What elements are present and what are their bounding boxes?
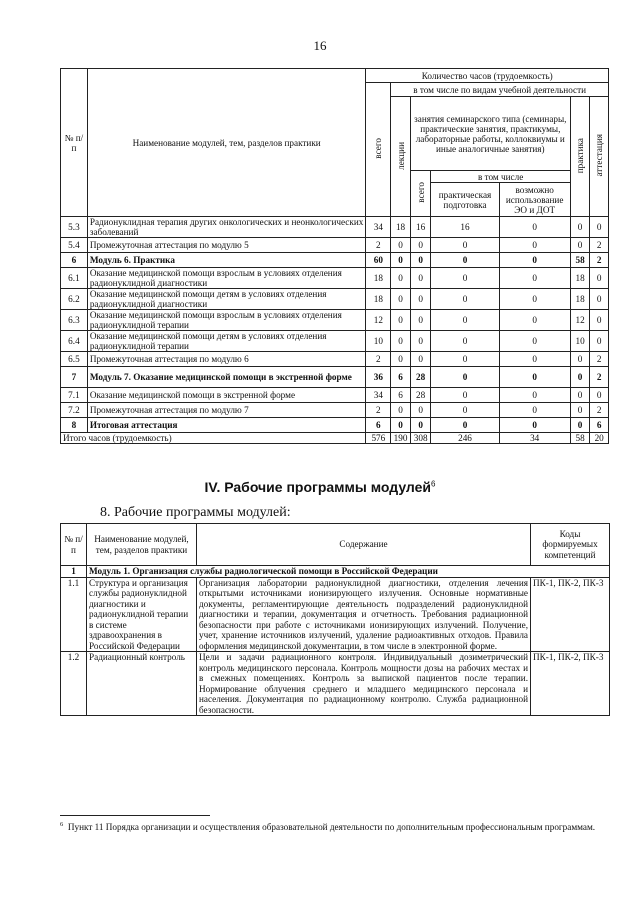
cell-content: Организация лаборатории радионуклидной диагностики, отделения лечения открытыми источниками ионизирующего излучения. Основные нормативные документы, регламентирующие деятельность подразделений радионуклидной диагностики и терапии, документация и отчетность. Требования радиационной безопасности при работе с источниками ионизирующих излучений. Получение, учет, хранение источников излучений, удаление радиоактивных отходов. Правила оформления медицинской документации, в том числе в электронной форме. — [197, 577, 531, 652]
header-lectures: лекции — [391, 97, 411, 217]
cell-name: Промежуточная аттестация по модулю 6 — [87, 352, 366, 367]
cell-practice: 0 — [570, 418, 590, 433]
cell-practical: 0 — [431, 331, 499, 352]
cell-name: Оказание медицинской помощи детям в условиях отделения радионуклидной диагностики — [87, 289, 366, 310]
cell-attestation: 0 — [590, 289, 609, 310]
cell-lectures: 6 — [391, 367, 411, 388]
cell-lectures: 0 — [391, 268, 411, 289]
cell-lectures: 0 — [391, 289, 411, 310]
cell-remote: 0 — [499, 352, 570, 367]
cell-practical: 0 — [431, 418, 499, 433]
cell-remote: 0 — [499, 268, 570, 289]
cell-name: Радионуклидная терапия других онкологических и неонкологических заболеваний — [87, 217, 366, 238]
cell-num: 6.3 — [61, 310, 88, 331]
total-row — [61, 433, 609, 444]
cell-seminars: 16 — [410, 217, 431, 238]
module-title: Модуль 1. Организация службы радиологической помощи в Российской Федерации — [87, 566, 610, 578]
cell-practical: 0 — [431, 268, 499, 289]
header-sem-total: всего — [410, 171, 431, 217]
cell-practical: 0 — [431, 388, 499, 403]
cell-lectures: 0 — [391, 238, 411, 253]
header-attestation: аттестация — [590, 97, 609, 217]
table-row — [61, 403, 609, 418]
cell-attestation: 2 — [590, 253, 609, 268]
cell-attestation: 0 — [590, 217, 609, 238]
cell-seminars: 0 — [410, 403, 431, 418]
cell-practice: 0 — [570, 238, 590, 253]
cell-practice: 12 — [570, 310, 590, 331]
cell-total: 18 — [366, 289, 391, 310]
cell-codes: ПК-1, ПК-2, ПК-3 — [531, 652, 610, 716]
cell-name: Промежуточная аттестация по модулю 5 — [87, 238, 366, 253]
cell-seminars: 0 — [410, 238, 431, 253]
cell-seminars: 0 — [410, 268, 431, 289]
header-incl: в том числе — [431, 171, 570, 183]
cell-total: 6 — [366, 418, 391, 433]
cell-practical: 246 — [431, 433, 499, 444]
cell-seminars: 308 — [410, 433, 431, 444]
cell-lectures: 0 — [391, 352, 411, 367]
cell-lectures: 0 — [391, 253, 411, 268]
t2-header-codes: Коды формируемых компетенций — [531, 524, 610, 566]
cell-num: 6.2 — [61, 289, 88, 310]
cell-name: Модуль 6. Практика — [87, 253, 366, 268]
cell-num: 8 — [61, 418, 88, 433]
cell-remote: 34 — [499, 433, 570, 444]
footnote-divider — [60, 815, 210, 816]
table-row — [61, 418, 609, 433]
cell-attestation: 2 — [590, 367, 609, 388]
cell-total: 12 — [366, 310, 391, 331]
cell-num: 5.4 — [61, 238, 88, 253]
table-row — [61, 253, 609, 268]
cell-attestation: 0 — [590, 310, 609, 331]
cell-num: 6.1 — [61, 268, 88, 289]
cell-attestation: 0 — [590, 331, 609, 352]
cell-attestation: 2 — [590, 238, 609, 253]
cell-total: 36 — [366, 367, 391, 388]
cell-total: 2 — [366, 352, 391, 367]
header-remote: возможно использование ЭО и ДОТ — [499, 183, 570, 217]
footnote: $^6$ Пункт 11 Порядка организации и осуществления образовательной деятельности по дополнительным профессиональным программам. — [60, 821, 596, 833]
cell-num: 5.3 — [61, 217, 88, 238]
cell-content: Цели и задачи радиационного контроля. Индивидуальный дозиметрический контроль медицинского персонала. Контроль мощности дозы на рабочих местах и в смежных помещениях. Контроль за выпиской пациентов после терапии. Нормирование облучения среднего и младшего медицинского персонала и населения. Документация по радиационному контролю. Служба радиационной безопасности. — [197, 652, 531, 716]
t2-header-content: Содержание — [197, 524, 531, 566]
cell-num: 6 — [61, 253, 88, 268]
table-row — [61, 331, 609, 352]
cell-name: Оказание медицинской помощи в экстренной форме — [87, 388, 366, 403]
cell-practical: 0 — [431, 367, 499, 388]
cell-attestation: 2 — [590, 403, 609, 418]
cell-seminars: 0 — [410, 310, 431, 331]
cell-lectures: 0 — [391, 403, 411, 418]
cell-attestation: 0 — [590, 388, 609, 403]
total-label: Итого часов (трудоемкость) — [61, 433, 366, 444]
cell-name: Промежуточная аттестация по модулю 7 — [87, 403, 366, 418]
cell-remote: 0 — [499, 388, 570, 403]
header-hours: Количество часов (трудоемкость) — [366, 69, 609, 83]
header-total: всего — [366, 83, 391, 217]
cell-attestation: 2 — [590, 352, 609, 367]
cell-practice: 18 — [570, 268, 590, 289]
cell-practice: 58 — [570, 253, 590, 268]
cell-practical: 0 — [431, 403, 499, 418]
cell-seminars: 28 — [410, 388, 431, 403]
footnote-ref: 6 — [431, 479, 436, 489]
cell-num: 6.5 — [61, 352, 88, 367]
cell-remote: 0 — [499, 310, 570, 331]
table-row — [61, 652, 610, 716]
cell-attestation: 6 — [590, 418, 609, 433]
cell-total: 18 — [366, 268, 391, 289]
t2-header-name: Наименование модулей, тем, разделов практики — [87, 524, 197, 566]
header-practice: практика — [570, 97, 590, 217]
t2-header-num: № п/п — [61, 524, 87, 566]
cell-total: 10 — [366, 331, 391, 352]
header-num: № п/п — [61, 69, 88, 217]
cell-total: 2 — [366, 403, 391, 418]
cell-remote: 0 — [499, 217, 570, 238]
header-practical: практическая подготовка — [431, 183, 499, 217]
table-row — [61, 289, 609, 310]
section-heading: IV. Рабочие программы модулей$^6$ — [204, 479, 436, 495]
module-num: 1 — [61, 566, 87, 578]
cell-name: Оказание медицинской помощи взрослым в условиях отделения радионуклидной терапии — [87, 310, 366, 331]
cell-total: 576 — [366, 433, 391, 444]
cell-attestation: 20 — [590, 433, 609, 444]
cell-remote: 0 — [499, 238, 570, 253]
cell-seminars: 0 — [410, 418, 431, 433]
table-row — [61, 367, 609, 388]
cell-total: 34 — [366, 217, 391, 238]
hours-table — [60, 68, 609, 444]
cell-total: 2 — [366, 238, 391, 253]
cell-name: Итоговая аттестация — [87, 418, 366, 433]
cell-practice: 0 — [570, 403, 590, 418]
cell-num: 1.1 — [61, 577, 87, 652]
table-row — [61, 217, 609, 238]
cell-lectures: 0 — [391, 331, 411, 352]
cell-lectures: 190 — [391, 433, 411, 444]
cell-num: 1.2 — [61, 652, 87, 716]
cell-num: 7 — [61, 367, 88, 388]
cell-practice: 58 — [570, 433, 590, 444]
header-seminars: занятия семинарского типа (семинары, практические занятия, практикумы, лабораторные работы, коллоквиумы и иные аналогичные занятия) — [410, 97, 570, 171]
cell-practical: 0 — [431, 289, 499, 310]
cell-remote: 0 — [499, 367, 570, 388]
cell-codes: ПК-1, ПК-2, ПК-3 — [531, 577, 610, 652]
cell-lectures: 0 — [391, 310, 411, 331]
header-by-type: в том числе по видам учебной деятельности — [391, 83, 609, 97]
cell-num: 7.1 — [61, 388, 88, 403]
cell-total: 34 — [366, 388, 391, 403]
cell-practical: 0 — [431, 253, 499, 268]
cell-remote: 0 — [499, 403, 570, 418]
table-row — [61, 388, 609, 403]
table-row — [61, 352, 609, 367]
cell-practice: 0 — [570, 388, 590, 403]
cell-lectures: 18 — [391, 217, 411, 238]
cell-attestation: 0 — [590, 268, 609, 289]
cell-num: 7.2 — [61, 403, 88, 418]
cell-practice: 18 — [570, 289, 590, 310]
cell-practice: 10 — [570, 331, 590, 352]
cell-practical: 0 — [431, 310, 499, 331]
subheading: 8. Рабочие программы модулей: — [100, 505, 291, 520]
cell-practice: 0 — [570, 217, 590, 238]
cell-lectures: 0 — [391, 418, 411, 433]
cell-num: 6.4 — [61, 331, 88, 352]
cell-practice: 0 — [570, 352, 590, 367]
cell-total: 60 — [366, 253, 391, 268]
table-row — [61, 577, 610, 652]
cell-remote: 0 — [499, 289, 570, 310]
cell-remote: 0 — [499, 331, 570, 352]
module-programs-table — [60, 523, 610, 716]
cell-practical: 0 — [431, 238, 499, 253]
cell-name: Модуль 7. Оказание медицинской помощи в экстренной форме — [87, 367, 366, 388]
cell-lectures: 6 — [391, 388, 411, 403]
cell-name: Оказание медицинской помощи детям в условиях отделения радионуклидной терапии — [87, 331, 366, 352]
cell-name: Структура и организация службы радионуклидной диагностики и радионуклидной терапии в системе здравоохранения в Российской Федерации — [87, 577, 197, 652]
cell-name: Радиационный контроль — [87, 652, 197, 716]
cell-seminars: 0 — [410, 289, 431, 310]
page-number: 16 — [313, 38, 327, 53]
cell-practical: 16 — [431, 217, 499, 238]
cell-remote: 0 — [499, 253, 570, 268]
cell-practice: 0 — [570, 367, 590, 388]
module-row — [61, 566, 610, 578]
table-row — [61, 268, 609, 289]
cell-name: Оказание медицинской помощи взрослым в условиях отделения радионуклидной диагностики — [87, 268, 366, 289]
cell-practical: 0 — [431, 352, 499, 367]
header-name: Наименование модулей, тем, разделов практики — [87, 69, 366, 217]
cell-seminars: 28 — [410, 367, 431, 388]
cell-seminars: 0 — [410, 253, 431, 268]
cell-seminars: 0 — [410, 352, 431, 367]
cell-seminars: 0 — [410, 331, 431, 352]
cell-remote: 0 — [499, 418, 570, 433]
table-row — [61, 238, 609, 253]
table-row — [61, 310, 609, 331]
